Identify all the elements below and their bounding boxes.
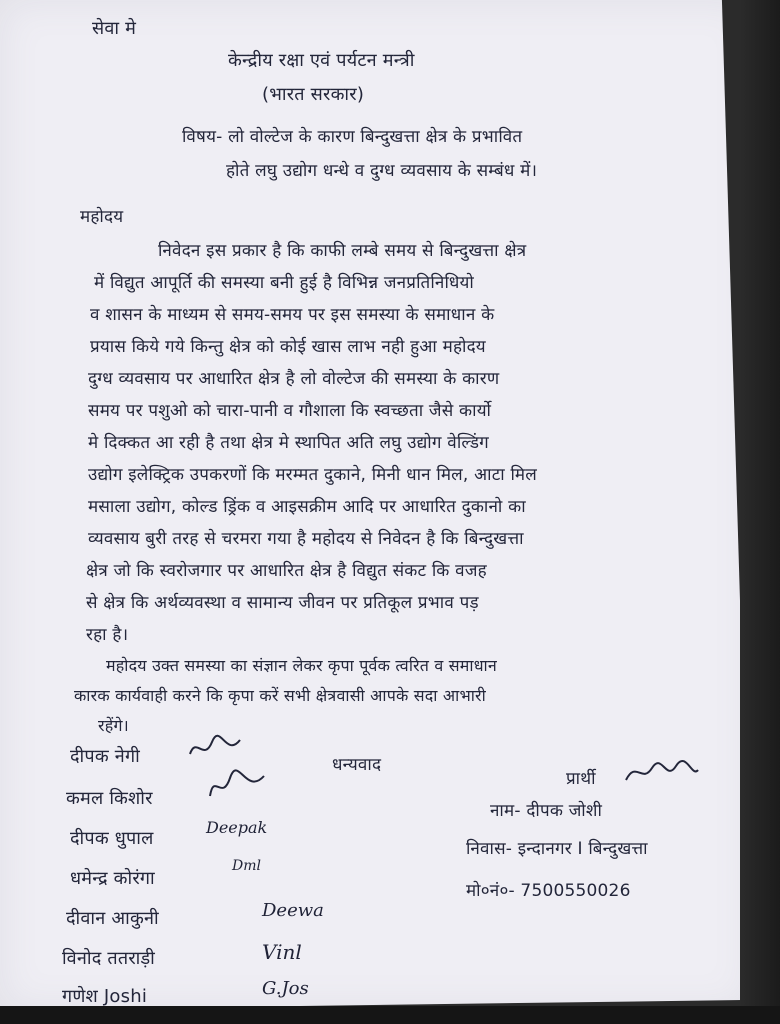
- subject-line-2: होते लघु उद्योग धन्धे व दुग्ध व्यवसाय के सम्बंध में।: [226, 161, 538, 181]
- signature-text: Deewa: [262, 900, 324, 921]
- applicant-label: प्रार्थी: [566, 769, 596, 789]
- body-line: समय पर पशुओ को चारा-पानी व गौशाला कि स्वच्छता जैसे कार्यो: [88, 401, 492, 421]
- background-bottom: [0, 1006, 780, 1024]
- body-line: दुग्ध व्यवसाय पर आधारित क्षेत्र है लो वोल्टेज की समस्या के कारण: [88, 369, 500, 389]
- signature-scribble: [186, 732, 246, 766]
- applicant-name: नाम- दीपक जोशी: [490, 801, 603, 821]
- signatory-name: कमल किशोर: [66, 788, 153, 809]
- applicant-address: निवास- इन्दानगर I बिन्दुखत्ता: [466, 839, 648, 859]
- background-edge: [740, 0, 780, 1024]
- body-line: प्रयास किये गये किन्तु क्षेत्र को कोई खास लाभ नही हुआ महोदय: [90, 337, 486, 357]
- body-line: व शासन के माध्यम से समय-समय पर इस समस्या के समाधान के: [90, 305, 495, 325]
- applicant-mobile: मो०नं०- 7500550026: [466, 881, 631, 901]
- body-line: रहा है।: [86, 625, 129, 645]
- body-line: उद्योग इलेक्ट्रिक उपकरणों कि मरम्मत दुकाने, मिनी धान मिल, आटा मिल: [88, 465, 537, 485]
- recipient-line-1: केन्द्रीय रक्षा एवं पर्यटन मन्त्री: [228, 50, 415, 71]
- signatory-name: दीवान आकुनी: [66, 908, 159, 929]
- body-line: क्षेत्र जो कि स्वरोजगार पर आधारित क्षेत्र है विद्युत संकट कि वजह: [86, 561, 487, 581]
- body-line: व्यवसाय बुरी तरह से चरमरा गया है महोदय से निवेदन है कि बिन्दुखत्ता: [88, 529, 524, 549]
- body-line: मे दिक्कत आ रही है तथा क्षेत्र मे स्थापित अति लघु उद्योग वेल्डिंग: [88, 433, 489, 453]
- signatory-name: गणेश Joshi: [62, 986, 148, 1007]
- request-line: कारक कार्यवाही करने कि कृपा करें सभी क्षेत्रवासी आपके सदा आभारी: [74, 686, 486, 705]
- salutation-to: सेवा मे: [92, 18, 137, 39]
- body-line: में विद्युत आपूर्ति की समस्या बनी हुई है विभिन्न जनप्रतिनिधियो: [94, 273, 474, 293]
- signatory-name: दीपक नेगी: [70, 746, 140, 767]
- applicant-signature: [622, 754, 702, 790]
- signature-text: Dml: [232, 858, 261, 874]
- signature-scribble: [206, 766, 268, 804]
- body-line: से क्षेत्र कि अर्थव्यवस्था व सामान्य जीवन पर प्रतिकूल प्रभाव पड़: [86, 593, 479, 613]
- greeting: महोदय: [80, 207, 124, 227]
- thanks-text: धन्यवाद: [332, 755, 382, 775]
- signature-text: Vinl: [262, 940, 302, 964]
- subject-line-1: विषय- लो वोल्टेज के कारण बिन्दुखत्ता क्षेत्र के प्रभावित: [182, 127, 523, 147]
- signatory-name: दीपक धुपाल: [70, 828, 154, 849]
- request-line: महोदय उक्त समस्या का संज्ञान लेकर कृपा पूर्वक त्वरित व समाधान: [106, 656, 497, 675]
- body-line: मसाला उद्योग, कोल्ड ड्रिंक व आइसक्रीम आदि पर आधारित दुकानो का: [88, 497, 526, 517]
- body-line: निवेदन इस प्रकार है कि काफी लम्बे समय से बिन्दुखत्ता क्षेत्र: [158, 241, 527, 261]
- signature-text: G.Jos: [262, 978, 309, 999]
- signatory-name: विनोद ततराड़ी: [62, 948, 156, 969]
- request-line: रहेंगे।: [98, 716, 129, 735]
- recipient-line-2: (भारत सरकार): [262, 84, 365, 105]
- signatory-name: धमेन्द्र कोरंगा: [70, 868, 155, 889]
- signature-text: Deepak: [206, 818, 268, 837]
